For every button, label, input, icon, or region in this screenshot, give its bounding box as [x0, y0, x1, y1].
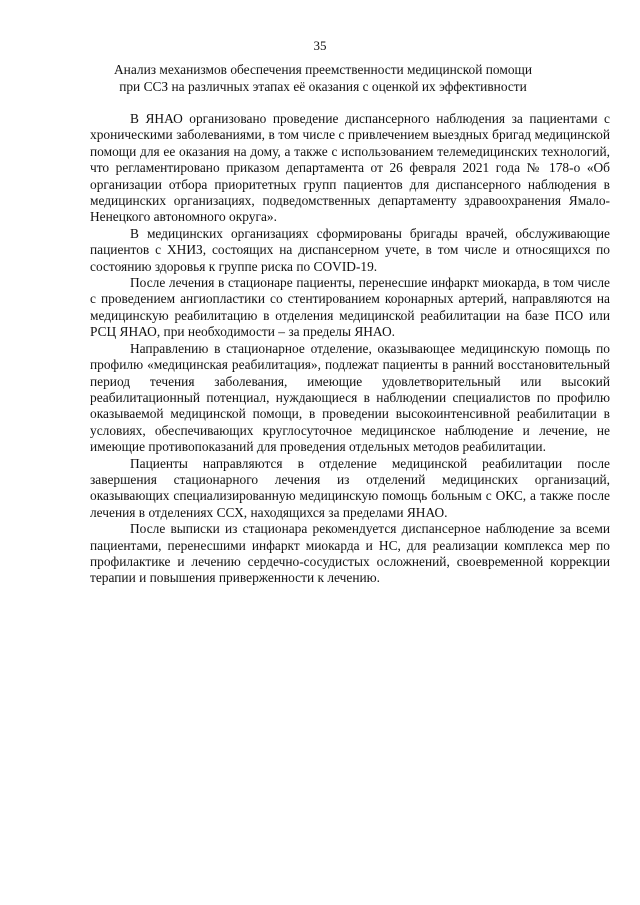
paragraph-4: Направлению в стационарное отделение, оказывающее медицинскую помощь по профилю «медицинская реабилитация», подлежат пациенты в ранний восстановительный период течения заболевания, имеющие удовлетворительный или высокий реабилитационный потенциал, нуждающиеся в наблюдении специалистов по профилю оказываемой медицинской помощи, в проведении высокоинтенсивной реабилитации в условиях, обеспечивающих круглосуточное медицинское наблюдение и лечение, не имеющие противопоказаний для проведения отдельных методов реабилитации.: [90, 340, 610, 455]
body-text: [90, 111, 610, 587]
section-heading-line-1: Анализ механизмов обеспечения преемственности медицинской помощи: [113, 62, 533, 77]
paragraph-3: После лечения в стационаре пациенты, перенесшие инфаркт миокарда, в том числе с проведением ангиопластики со стентированием коронарных артерий, направляются на медицинскую реабилитацию в отделения медицинской реабилитации на базе ПСО или РСЦ ЯНАО, при необходимости – за пределы ЯНАО.: [90, 275, 610, 340]
paragraph-1: В ЯНАО организовано проведение диспансерного наблюдения за пациентами с хроническими заболеваниями, в том числе с привлечением выездных бригад медицинской помощи для ее оказания на дому, а также с использованием телемедицинских технологий, что регламентировано приказом департамента от 26 февраля 2021 года № 178-о «Об организации отбора приоритетных групп пациентов для диспансерного наблюдения в медицинских организациях, подведомственных департаменту здравоохранения Ямало-Ненецкого автономного округа».: [90, 111, 610, 225]
paragraph-6: После выписки из стационара рекомендуется диспансерное наблюдение за всеми пациентами, перенесшими инфаркт миокарда и НС, для реализации комплекса мер по профилактике и лечению сердечно-сосудистых осложнений, своевременной коррекции терапии и повышения приверженности к лечению.: [90, 521, 610, 586]
section-heading-line-2: при ССЗ на различных этапах её оказания с оценкой их эффективности: [119, 78, 527, 94]
section-heading: [92, 62, 554, 95]
page-number: 35: [313, 38, 327, 53]
paragraph-2: В медицинских организациях сформированы бригады врачей, обслуживающие пациентов с ХНИЗ, состоящих на диспансерном учете, в том числе и относящихся по состоянию здоровья к группе риска по COVID-19.: [90, 225, 610, 274]
paragraph-5: Пациенты направляются в отделение медицинской реабилитации после завершения стационарного лечения из отделений медицинских организаций, оказывающих специализированную медицинскую помощь больным с ОКС, а также после лечения в отделениях ССХ, находящихся за пределами ЯНАО.: [90, 455, 610, 520]
